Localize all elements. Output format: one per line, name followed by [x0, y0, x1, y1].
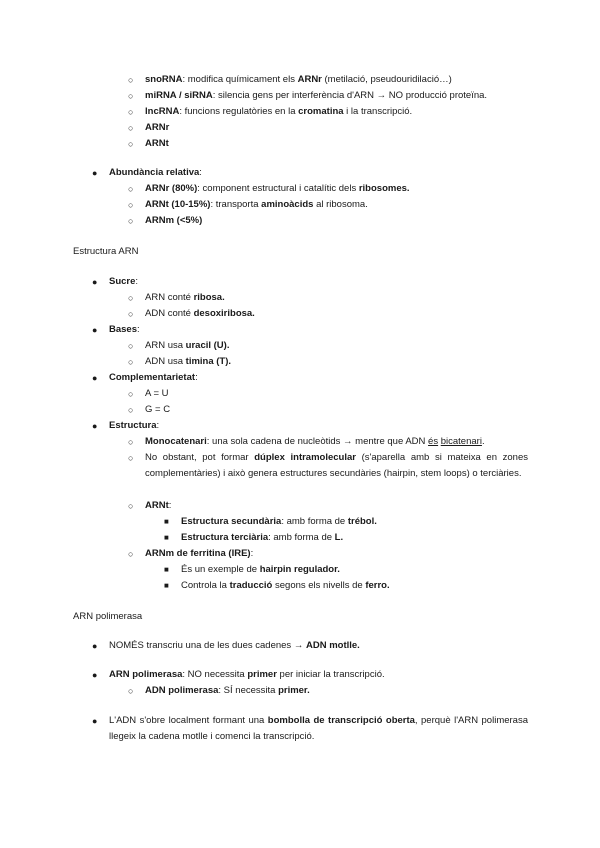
term: ARNt (10-15%): [145, 199, 211, 210]
list-item-arnr: ARNr: [145, 122, 170, 133]
term: ARNm de ferritina (IRE): [145, 548, 251, 559]
term: snoRNA: [145, 74, 183, 85]
polimerasa-adn: [145, 685, 310, 697]
square-bullet-icon: ■: [164, 581, 169, 590]
text: : funcions regulatòries en la: [179, 106, 299, 117]
text: , perquè l'ARN polimerasa llegeix la cadena motlle i comenci la transcripció.: [109, 715, 528, 742]
text: No obstant, pot formar: [145, 452, 255, 463]
term: dúplex intramolecular: [254, 452, 356, 463]
colon: :: [156, 420, 160, 431]
term: ARNt: [145, 500, 169, 511]
bases-adn: [145, 356, 231, 368]
circle-bullet-icon: ○: [128, 91, 134, 101]
estructura-monocatenari: [145, 436, 485, 448]
arnt-terciaria: [181, 532, 343, 544]
term: primer.: [278, 685, 310, 696]
term: traducció: [229, 580, 273, 591]
colon: :: [250, 548, 254, 559]
term: ADN motlle.: [305, 640, 360, 651]
term: desoxiribosa.: [193, 308, 255, 319]
complementarietat-label: [109, 372, 198, 384]
section-heading-estructura: Estructura ARN: [73, 246, 139, 257]
term: miRNA / siRNA: [145, 90, 213, 101]
text: : amb forma de: [268, 532, 335, 543]
list-item-snorna: [145, 74, 452, 86]
text: ADN conté: [145, 308, 194, 319]
colon: :: [168, 500, 172, 511]
circle-bullet-icon: ○: [128, 123, 134, 133]
underlined-text: bicatenari: [440, 436, 482, 447]
sucre-label: [109, 276, 138, 288]
disc-bullet-icon: ●: [92, 325, 98, 335]
estructura-ferritina: [145, 548, 253, 560]
section-heading-polimerasa: ARN polimerasa: [73, 611, 143, 622]
text: : SÍ necessita: [218, 685, 279, 696]
term: ARNr: [297, 74, 322, 85]
label: Abundància relativa: [109, 167, 200, 178]
abundancia-arnm: ARNm (<5%): [145, 215, 203, 226]
estructura-arnt: [145, 500, 171, 512]
ferritina-hairpin: [181, 564, 340, 576]
term: trébol.: [347, 516, 377, 527]
circle-bullet-icon: ○: [128, 184, 134, 194]
sucre-adn: [145, 308, 255, 320]
list-item-lncrna: [145, 106, 412, 118]
list-item-arnt: ARNt: [145, 138, 169, 149]
circle-bullet-icon: ○: [128, 75, 134, 85]
polimerasa-arn: [109, 669, 385, 681]
colon: :: [135, 276, 139, 287]
circle-bullet-icon: ○: [128, 200, 134, 210]
term: ferro.: [365, 580, 390, 591]
term: timina (T).: [185, 356, 232, 367]
underlined-text: és: [428, 436, 439, 447]
disc-bullet-icon: ●: [92, 421, 98, 431]
estructura-no-obstant: [145, 450, 528, 482]
label: Complementarietat: [109, 372, 196, 383]
term: primer: [247, 669, 277, 680]
circle-bullet-icon: ○: [128, 216, 134, 226]
abundancia-label: [109, 167, 202, 179]
ferritina-traduccio: [181, 580, 390, 592]
abundancia-arnr: [145, 183, 410, 195]
abundancia-arnt: [145, 199, 368, 211]
text: al ribosoma.: [313, 199, 368, 210]
text: NOMÉS transcriu una de les dues cadenes →: [109, 640, 306, 651]
term: hairpin regulador.: [259, 564, 340, 575]
circle-bullet-icon: ○: [128, 549, 134, 559]
term: L.: [334, 532, 344, 543]
bases-arn: [145, 340, 229, 352]
text: ADN usa: [145, 356, 186, 367]
circle-bullet-icon: ○: [128, 501, 134, 511]
sucre-arn: [145, 292, 225, 304]
circle-bullet-icon: ○: [128, 293, 134, 303]
circle-bullet-icon: ○: [128, 309, 134, 319]
label: Bases: [109, 324, 137, 335]
term: Monocatenari: [145, 436, 207, 447]
term: ARNr (80%): [145, 183, 198, 194]
circle-bullet-icon: ○: [128, 453, 134, 463]
text: (s'aparella amb si mateixa en zones complementàries) i això genera estructures secundàries (hairpin, stem loops) o terciàries.: [145, 452, 528, 479]
text: : modifica químicament els: [182, 74, 298, 85]
circle-bullet-icon: ○: [128, 341, 134, 351]
disc-bullet-icon: ●: [92, 373, 98, 383]
text: per iniciar la transcripció.: [276, 669, 385, 680]
term: ARN polimerasa: [109, 669, 183, 680]
term: lncRNA: [145, 106, 180, 117]
arnt-secundaria: [181, 516, 377, 528]
term: bombolla de transcripció oberta: [267, 715, 415, 726]
estructura-label: [109, 420, 159, 432]
square-bullet-icon: ■: [164, 565, 169, 574]
text: : NO necessita: [182, 669, 248, 680]
term: uracil (U).: [185, 340, 230, 351]
circle-bullet-icon: ○: [128, 357, 134, 367]
term: ribosa.: [193, 292, 225, 303]
text: L'ADN s'obre localment formant una: [109, 715, 268, 726]
text: : component estructural i catalític dels: [197, 183, 359, 194]
disc-bullet-icon: ●: [92, 670, 98, 680]
colon: :: [199, 167, 202, 178]
list-item-mirna: [145, 90, 487, 102]
circle-bullet-icon: ○: [128, 139, 134, 149]
term: ribosomes.: [358, 183, 410, 194]
text: segons els nivells de: [272, 580, 366, 591]
disc-bullet-icon: ●: [92, 716, 98, 726]
term: ADN polimerasa: [145, 685, 219, 696]
disc-bullet-icon: ●: [92, 641, 98, 651]
circle-bullet-icon: ○: [128, 686, 134, 696]
complementarietat-au: A = U: [145, 388, 169, 399]
bases-label: [109, 324, 140, 336]
text: Controla la: [181, 580, 230, 591]
colon: :: [195, 372, 198, 383]
term: Estructura secundària: [181, 516, 282, 527]
label: Estructura: [109, 420, 157, 431]
text: : amb forma de: [281, 516, 348, 527]
circle-bullet-icon: ○: [128, 405, 134, 415]
circle-bullet-icon: ○: [128, 389, 134, 399]
circle-bullet-icon: ○: [128, 437, 134, 447]
square-bullet-icon: ■: [164, 533, 169, 542]
polimerasa-nomes: [109, 640, 360, 652]
square-bullet-icon: ■: [164, 517, 169, 526]
colon: :: [137, 324, 140, 335]
text: ARN conté: [145, 292, 194, 303]
circle-bullet-icon: ○: [128, 107, 134, 117]
text: (metilació, pseudouridilació…): [321, 74, 452, 85]
text: ARN usa: [145, 340, 186, 351]
disc-bullet-icon: ●: [92, 277, 98, 287]
term: Estructura terciària: [181, 532, 269, 543]
term: aminoàcids: [261, 199, 314, 210]
polimerasa-bombolla: [109, 713, 528, 745]
text: .: [481, 436, 485, 447]
label: Sucre: [109, 276, 136, 287]
text: i la transcripció.: [343, 106, 413, 117]
text: : una sola cadena de nucleòtids → mentre que ADN: [206, 436, 429, 447]
text: : silencia gens per interferència d'ARN → NO producció proteïna.: [212, 90, 488, 101]
term: cromatina: [298, 106, 344, 117]
text: : transporta: [210, 199, 262, 210]
text: És un exemple de: [181, 564, 260, 575]
disc-bullet-icon: ●: [92, 168, 98, 178]
complementarietat-gc: G = C: [145, 404, 171, 415]
